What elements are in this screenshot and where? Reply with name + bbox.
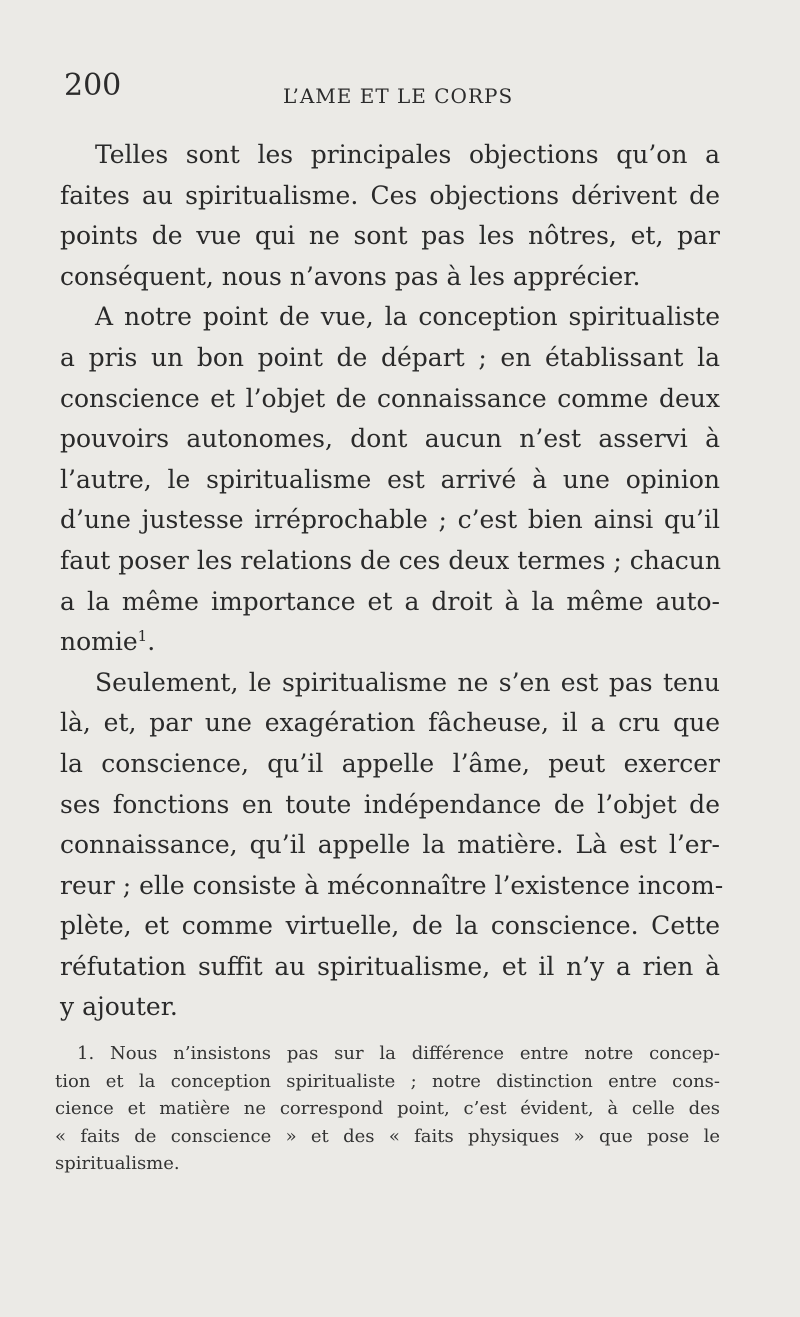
running-head: L’AME ET LE CORPS (283, 84, 514, 108)
footnote-line: « faits de conscience » et des « faits physiques » que pose le (55, 1125, 720, 1147)
text-line: plète, et comme virtuelle, de la conscience. Cette (60, 911, 720, 941)
text-line: la conscience, qu’il appelle l’âme, peut exercer (60, 748, 720, 778)
body-text (60, 135, 724, 1028)
text-line: Seulement, le spiritualisme ne s’en est pas tenu (95, 667, 720, 697)
text-line: ses fonctions en toute indépendance de l’objet de (60, 789, 720, 819)
text-line: conscience et l’objet de connaissance comme deux (60, 383, 720, 413)
text-fragment: . (147, 627, 156, 657)
page-number: 200 (64, 68, 122, 103)
text-line: conséquent, nous n’avons pas à les apprécier. (60, 261, 641, 291)
text-line: faites au spiritualisme. Ces objections dérivent de (60, 180, 720, 210)
text-line: connaissance, qu’il appelle la matière. Là est l’er- (60, 830, 720, 860)
footnote-line: 1. Nous n’insistons pas sur la différence entre notre concep- (77, 1043, 720, 1064)
paragraph-2 (60, 297, 720, 662)
text-line: faut poser les relations de ces deux termes ; chacun (60, 545, 721, 575)
text-line: pouvoirs autonomes, dont aucun n’est asservi à (60, 424, 720, 454)
text-line: Telles sont les principales objections qu’on a (95, 140, 720, 169)
text-line: d’une justesse irréprochable ; c’est bien ainsi qu’il (60, 505, 720, 535)
paragraph-1 (60, 135, 720, 297)
footnote (55, 1040, 720, 1178)
text-line: l’autre, le spiritualisme est arrivé à une opinion (60, 464, 720, 494)
text-line: y ajouter. (60, 992, 178, 1022)
text-line: a la même importance et a droit à la même auto- (60, 586, 720, 616)
text-fragment: nomie (60, 627, 138, 657)
text-line: réfutation suffit au spiritualisme, et il n’y a rien à (60, 951, 720, 981)
text-line: points de vue qui ne sont pas les nôtres, et, par (60, 221, 720, 251)
text-line-last (60, 622, 720, 663)
footnote-line: spiritualisme. (55, 1153, 180, 1174)
text-line: reur ; elle consiste à méconnaître l’existence incom- (60, 870, 724, 900)
paragraph-3 (60, 663, 724, 1028)
footnote-line: cience et matière ne correspond point, c’est évident, à celle des (55, 1098, 720, 1119)
text-line: a pris un bon point de départ ; en établissant la (60, 342, 720, 372)
text-line: A notre point de vue, la conception spiritualiste (95, 302, 720, 332)
footnote-reference[interactable]: 1 (137, 627, 148, 646)
text-line: là, et, par une exagération fâcheuse, il a cru que (60, 708, 720, 738)
footnote-line: tion et la conception spiritualiste ; notre distinction entre cons- (55, 1070, 720, 1092)
